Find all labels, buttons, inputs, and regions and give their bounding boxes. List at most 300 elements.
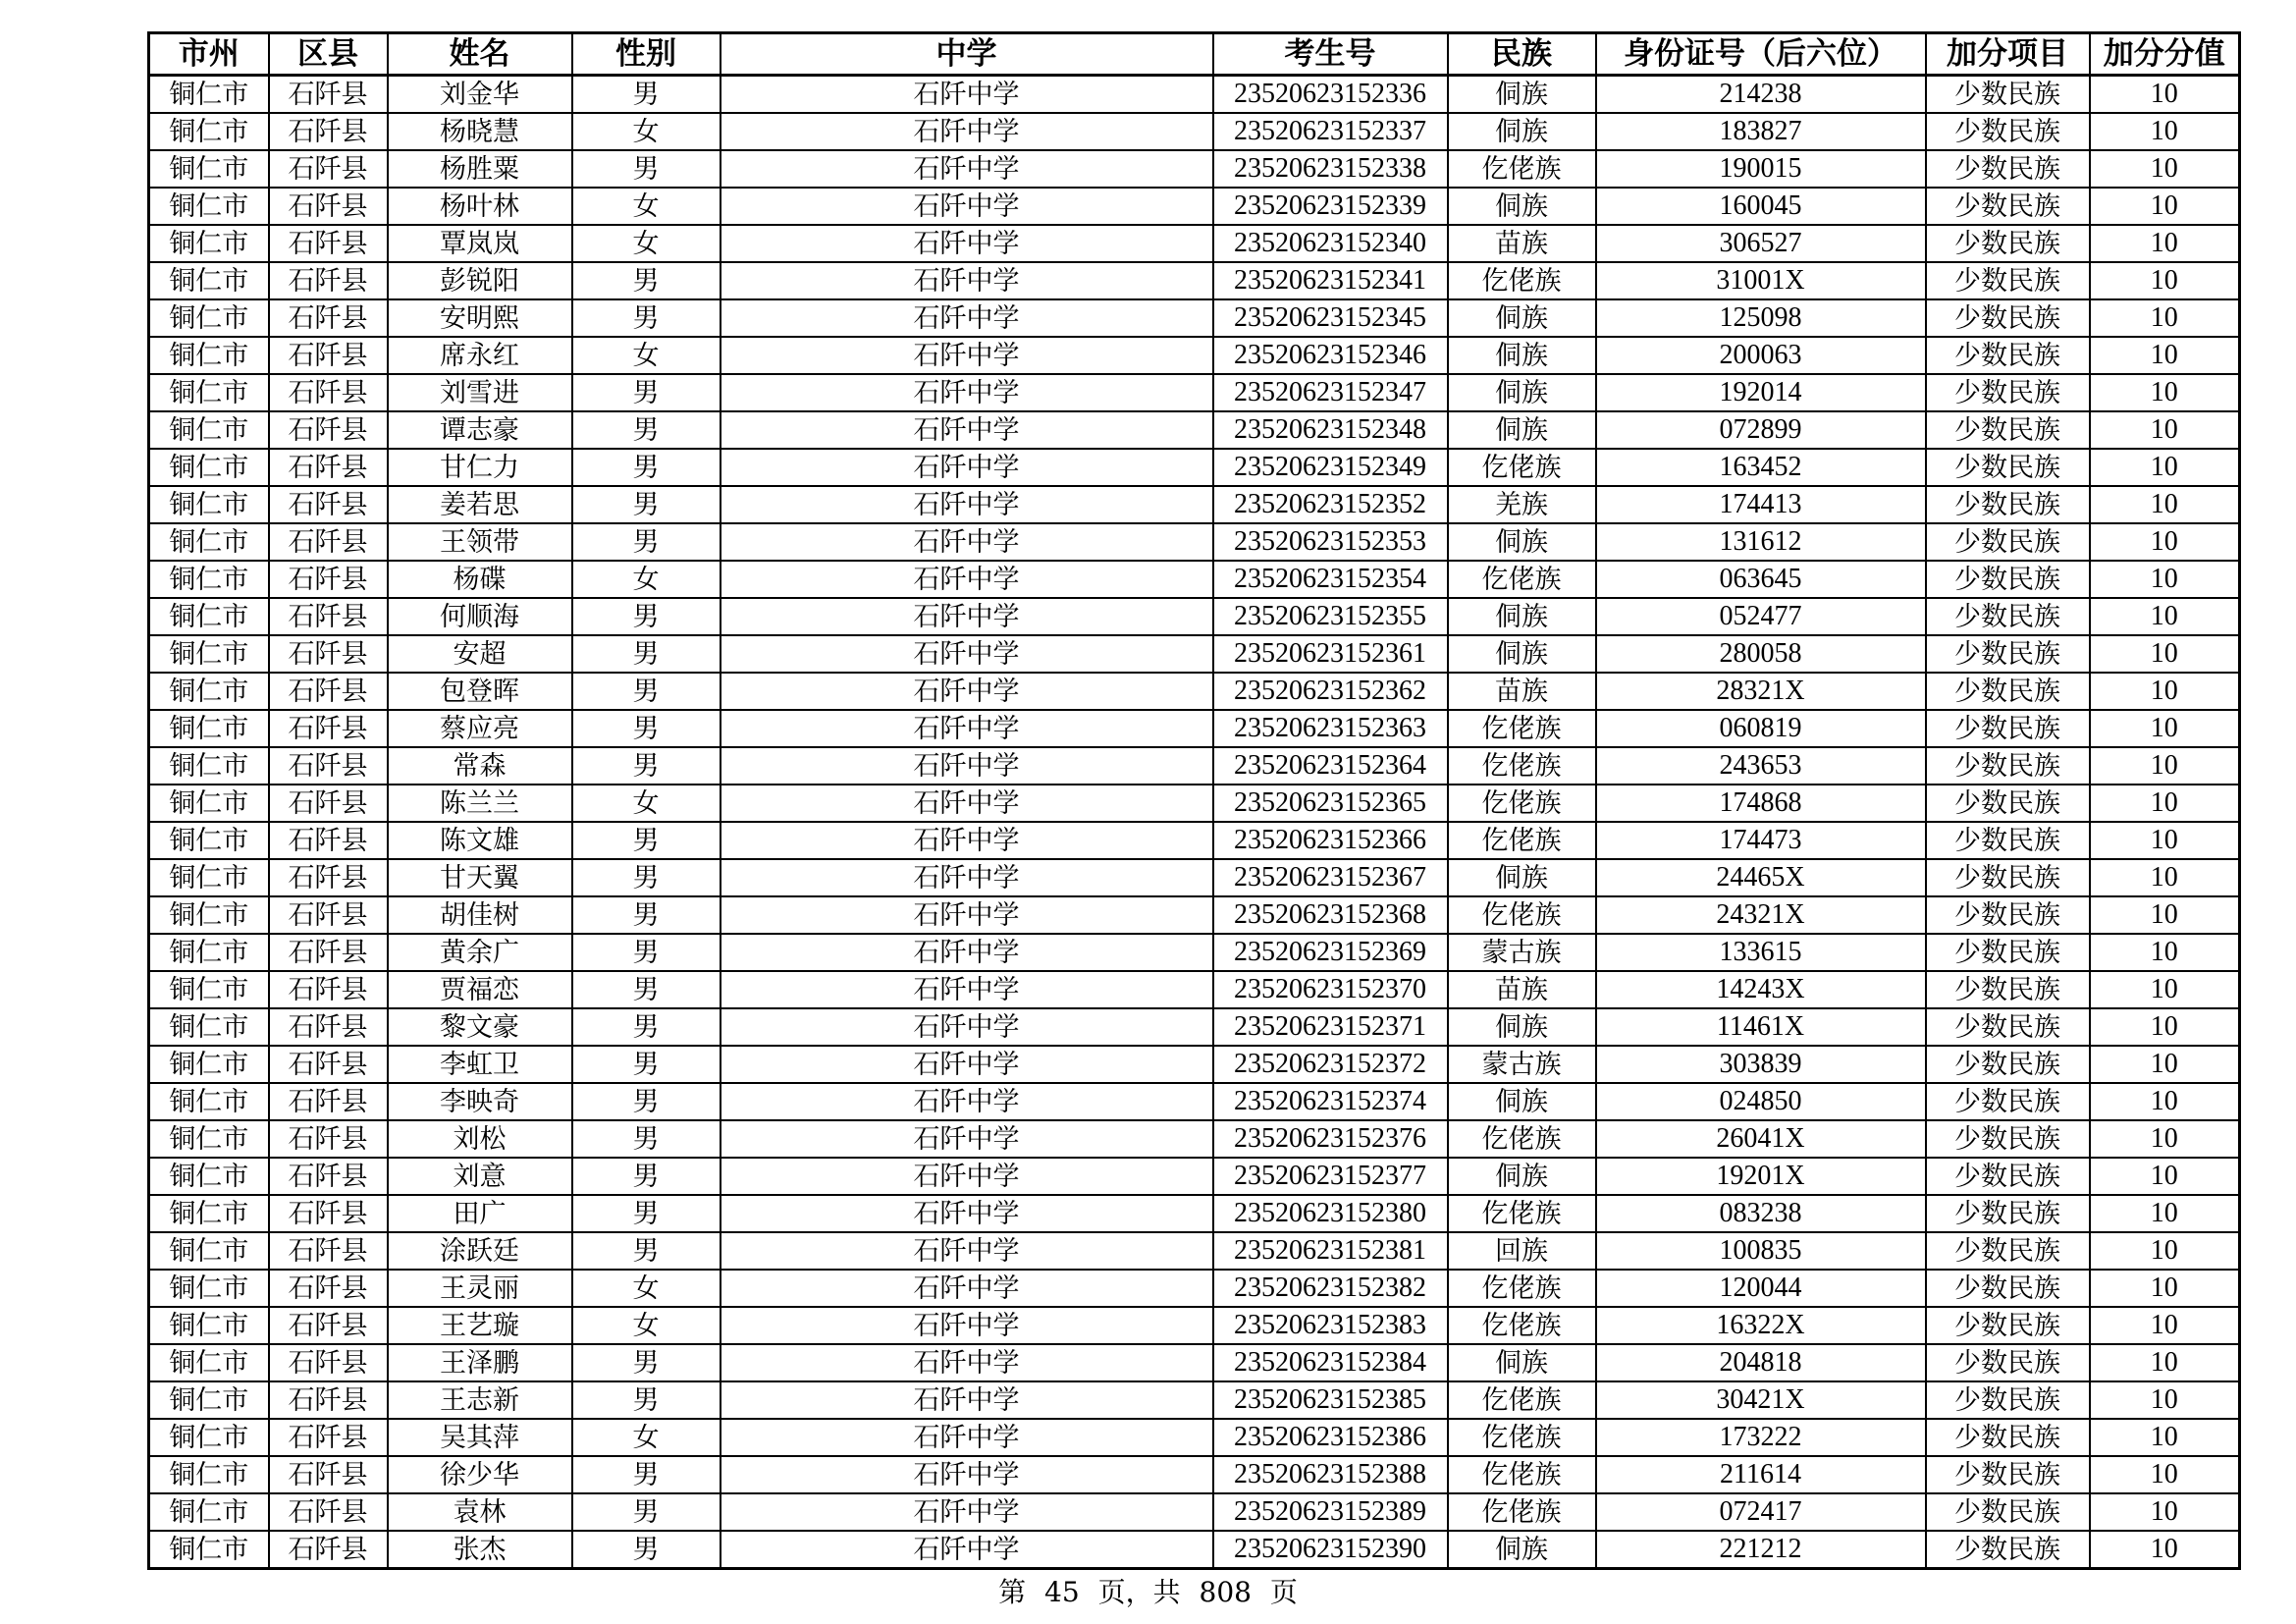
- cell-county: 石阡县: [269, 1083, 388, 1120]
- header-city: 市州: [149, 33, 269, 76]
- table-row: [149, 1419, 2240, 1456]
- footer-middle: 页，共: [1097, 1576, 1181, 1608]
- cell-bonus-item: 少数民族: [1926, 971, 2090, 1008]
- cell-ethnicity: 仡佬族: [1448, 150, 1596, 188]
- cell-ethnicity: 侗族: [1448, 374, 1596, 411]
- cell-county: 石阡县: [269, 561, 388, 598]
- cell-gender: 男: [572, 449, 721, 486]
- cell-id-last-six: 052477: [1596, 598, 1926, 635]
- cell-gender: 男: [572, 262, 721, 299]
- footer-suffix: 页: [1269, 1576, 1298, 1608]
- cell-id-last-six: 14243X: [1596, 971, 1926, 1008]
- cell-name: 刘金华: [388, 76, 572, 114]
- header-bonus-item: 加分项目: [1926, 33, 2090, 76]
- cell-gender: 男: [572, 859, 721, 896]
- cell-bonus-value: 10: [2090, 1046, 2240, 1083]
- page-footer: [0, 1571, 2296, 1610]
- cell-bonus-value: 10: [2090, 635, 2240, 673]
- cell-ethnicity: 蒙古族: [1448, 934, 1596, 971]
- cell-gender: 男: [572, 1381, 721, 1419]
- cell-name: 王志新: [388, 1381, 572, 1419]
- cell-bonus-item: 少数民族: [1926, 1195, 2090, 1232]
- cell-school: 石阡中学: [721, 1419, 1213, 1456]
- cell-gender: 男: [572, 598, 721, 635]
- cell-county: 石阡县: [269, 523, 388, 561]
- footer-prefix: 第: [998, 1576, 1027, 1608]
- cell-bonus-item: 少数民族: [1926, 486, 2090, 523]
- table-row: [149, 1195, 2240, 1232]
- cell-city: 铜仁市: [149, 150, 269, 188]
- cell-bonus-item: 少数民族: [1926, 1158, 2090, 1195]
- cell-county: 石阡县: [269, 225, 388, 262]
- cell-school: 石阡中学: [721, 411, 1213, 449]
- cell-bonus-value: 10: [2090, 1456, 2240, 1493]
- cell-bonus-item: 少数民族: [1926, 1456, 2090, 1493]
- cell-exam-number: 23520623152380: [1213, 1195, 1448, 1232]
- cell-school: 石阡中学: [721, 1531, 1213, 1569]
- cell-county: 石阡县: [269, 822, 388, 859]
- cell-school: 石阡中学: [721, 598, 1213, 635]
- cell-gender: 男: [572, 1008, 721, 1046]
- cell-county: 石阡县: [269, 747, 388, 785]
- cell-id-last-six: 160045: [1596, 188, 1926, 225]
- cell-city: 铜仁市: [149, 374, 269, 411]
- cell-id-last-six: 192014: [1596, 374, 1926, 411]
- cell-id-last-six: 120044: [1596, 1270, 1926, 1307]
- header-bonus-value: 加分分值: [2090, 33, 2240, 76]
- cell-gender: 男: [572, 523, 721, 561]
- cell-exam-number: 23520623152352: [1213, 486, 1448, 523]
- cell-id-last-six: 303839: [1596, 1046, 1926, 1083]
- cell-city: 铜仁市: [149, 785, 269, 822]
- cell-county: 石阡县: [269, 859, 388, 896]
- cell-bonus-item: 少数民族: [1926, 785, 2090, 822]
- table-row: [149, 411, 2240, 449]
- cell-name: 涂跃廷: [388, 1232, 572, 1270]
- cell-name: 刘意: [388, 1158, 572, 1195]
- cell-county: 石阡县: [269, 598, 388, 635]
- cell-name: 安超: [388, 635, 572, 673]
- cell-bonus-item: 少数民族: [1926, 113, 2090, 150]
- table-row: [149, 1008, 2240, 1046]
- cell-id-last-six: 174868: [1596, 785, 1926, 822]
- header-ethnicity: 民族: [1448, 33, 1596, 76]
- cell-city: 铜仁市: [149, 971, 269, 1008]
- cell-county: 石阡县: [269, 1046, 388, 1083]
- table-row: [149, 1344, 2240, 1381]
- cell-name: 张杰: [388, 1531, 572, 1569]
- table-row: [149, 1531, 2240, 1569]
- cell-bonus-value: 10: [2090, 896, 2240, 934]
- cell-exam-number: 23520623152340: [1213, 225, 1448, 262]
- table-row: [149, 299, 2240, 337]
- cell-ethnicity: 侗族: [1448, 1344, 1596, 1381]
- cell-ethnicity: 仡佬族: [1448, 785, 1596, 822]
- cell-exam-number: 23520623152361: [1213, 635, 1448, 673]
- cell-ethnicity: 回族: [1448, 1232, 1596, 1270]
- cell-bonus-value: 10: [2090, 673, 2240, 710]
- cell-name: 甘天翼: [388, 859, 572, 896]
- cell-school: 石阡中学: [721, 673, 1213, 710]
- cell-exam-number: 23520623152390: [1213, 1531, 1448, 1569]
- cell-ethnicity: 仡佬族: [1448, 710, 1596, 747]
- cell-school: 石阡中学: [721, 971, 1213, 1008]
- cell-ethnicity: 仡佬族: [1448, 896, 1596, 934]
- cell-ethnicity: 蒙古族: [1448, 1046, 1596, 1083]
- cell-school: 石阡中学: [721, 1046, 1213, 1083]
- cell-county: 石阡县: [269, 1456, 388, 1493]
- cell-id-last-six: 163452: [1596, 449, 1926, 486]
- cell-bonus-value: 10: [2090, 113, 2240, 150]
- cell-id-last-six: 174473: [1596, 822, 1926, 859]
- cell-bonus-item: 少数民族: [1926, 150, 2090, 188]
- cell-county: 石阡县: [269, 374, 388, 411]
- cell-city: 铜仁市: [149, 1046, 269, 1083]
- cell-bonus-value: 10: [2090, 1120, 2240, 1158]
- cell-ethnicity: 侗族: [1448, 113, 1596, 150]
- cell-id-last-six: 204818: [1596, 1344, 1926, 1381]
- cell-ethnicity: 侗族: [1448, 1531, 1596, 1569]
- header-school: 中学: [721, 33, 1213, 76]
- cell-city: 铜仁市: [149, 1232, 269, 1270]
- cell-bonus-item: 少数民族: [1926, 411, 2090, 449]
- cell-city: 铜仁市: [149, 1307, 269, 1344]
- cell-name: 李映奇: [388, 1083, 572, 1120]
- cell-name: 陈兰兰: [388, 785, 572, 822]
- cell-gender: 男: [572, 1493, 721, 1531]
- cell-bonus-value: 10: [2090, 486, 2240, 523]
- cell-city: 铜仁市: [149, 337, 269, 374]
- cell-exam-number: 23520623152349: [1213, 449, 1448, 486]
- cell-bonus-item: 少数民族: [1926, 822, 2090, 859]
- cell-city: 铜仁市: [149, 113, 269, 150]
- cell-id-last-six: 28321X: [1596, 673, 1926, 710]
- cell-gender: 女: [572, 785, 721, 822]
- cell-city: 铜仁市: [149, 710, 269, 747]
- cell-exam-number: 23520623152377: [1213, 1158, 1448, 1195]
- cell-bonus-item: 少数民族: [1926, 1307, 2090, 1344]
- cell-ethnicity: 羌族: [1448, 486, 1596, 523]
- cell-ethnicity: 侗族: [1448, 1158, 1596, 1195]
- cell-exam-number: 23520623152376: [1213, 1120, 1448, 1158]
- table-row: [149, 113, 2240, 150]
- cell-id-last-six: 063645: [1596, 561, 1926, 598]
- cell-city: 铜仁市: [149, 1456, 269, 1493]
- cell-school: 石阡中学: [721, 822, 1213, 859]
- cell-bonus-item: 少数民族: [1926, 1381, 2090, 1419]
- cell-bonus-value: 10: [2090, 1307, 2240, 1344]
- table-row: [149, 76, 2240, 114]
- cell-county: 石阡县: [269, 1531, 388, 1569]
- cell-bonus-value: 10: [2090, 1381, 2240, 1419]
- cell-name: 彭锐阳: [388, 262, 572, 299]
- cell-gender: 女: [572, 1307, 721, 1344]
- cell-bonus-item: 少数民族: [1926, 710, 2090, 747]
- cell-bonus-value: 10: [2090, 1232, 2240, 1270]
- cell-ethnicity: 仡佬族: [1448, 1195, 1596, 1232]
- cell-bonus-value: 10: [2090, 1270, 2240, 1307]
- cell-city: 铜仁市: [149, 598, 269, 635]
- cell-name: 吴其萍: [388, 1419, 572, 1456]
- cell-exam-number: 23520623152386: [1213, 1419, 1448, 1456]
- cell-city: 铜仁市: [149, 822, 269, 859]
- cell-exam-number: 23520623152347: [1213, 374, 1448, 411]
- cell-county: 石阡县: [269, 337, 388, 374]
- table-row: [149, 971, 2240, 1008]
- cell-county: 石阡县: [269, 971, 388, 1008]
- cell-name: 李虹卫: [388, 1046, 572, 1083]
- cell-school: 石阡中学: [721, 113, 1213, 150]
- cell-bonus-value: 10: [2090, 1083, 2240, 1120]
- table-row: [149, 188, 2240, 225]
- cell-city: 铜仁市: [149, 1158, 269, 1195]
- header-name: 姓名: [388, 33, 572, 76]
- cell-gender: 男: [572, 1195, 721, 1232]
- cell-school: 石阡中学: [721, 896, 1213, 934]
- cell-bonus-value: 10: [2090, 262, 2240, 299]
- cell-bonus-value: 10: [2090, 188, 2240, 225]
- cell-exam-number: 23520623152370: [1213, 971, 1448, 1008]
- cell-bonus-value: 10: [2090, 598, 2240, 635]
- cell-name: 胡佳树: [388, 896, 572, 934]
- cell-county: 石阡县: [269, 710, 388, 747]
- cell-gender: 男: [572, 1531, 721, 1569]
- cell-gender: 男: [572, 1232, 721, 1270]
- cell-exam-number: 23520623152337: [1213, 113, 1448, 150]
- cell-exam-number: 23520623152364: [1213, 747, 1448, 785]
- cell-bonus-value: 10: [2090, 1493, 2240, 1531]
- cell-school: 石阡中学: [721, 523, 1213, 561]
- cell-id-last-six: 221212: [1596, 1531, 1926, 1569]
- cell-city: 铜仁市: [149, 225, 269, 262]
- cell-county: 石阡县: [269, 635, 388, 673]
- cell-ethnicity: 苗族: [1448, 971, 1596, 1008]
- cell-id-last-six: 211614: [1596, 1456, 1926, 1493]
- cell-bonus-item: 少数民族: [1926, 1046, 2090, 1083]
- cell-bonus-item: 少数民族: [1926, 1531, 2090, 1569]
- cell-name: 覃岚岚: [388, 225, 572, 262]
- cell-county: 石阡县: [269, 188, 388, 225]
- cell-ethnicity: 仡佬族: [1448, 822, 1596, 859]
- cell-exam-number: 23520623152339: [1213, 188, 1448, 225]
- cell-bonus-value: 10: [2090, 449, 2240, 486]
- footer-page-number: 45: [1044, 1576, 1080, 1608]
- cell-school: 石阡中学: [721, 337, 1213, 374]
- cell-gender: 男: [572, 76, 721, 114]
- cell-city: 铜仁市: [149, 561, 269, 598]
- table-row: [149, 1307, 2240, 1344]
- cell-county: 石阡县: [269, 1381, 388, 1419]
- cell-id-last-six: 31001X: [1596, 262, 1926, 299]
- cell-school: 石阡中学: [721, 1195, 1213, 1232]
- table-row: [149, 785, 2240, 822]
- cell-bonus-value: 10: [2090, 1531, 2240, 1569]
- cell-school: 石阡中学: [721, 486, 1213, 523]
- cell-bonus-item: 少数民族: [1926, 1008, 2090, 1046]
- cell-bonus-value: 10: [2090, 150, 2240, 188]
- cell-id-last-six: 174413: [1596, 486, 1926, 523]
- cell-ethnicity: 仡佬族: [1448, 1419, 1596, 1456]
- cell-school: 石阡中学: [721, 299, 1213, 337]
- cell-bonus-item: 少数民族: [1926, 673, 2090, 710]
- cell-bonus-value: 10: [2090, 76, 2240, 114]
- table-row: [149, 150, 2240, 188]
- cell-city: 铜仁市: [149, 635, 269, 673]
- cell-gender: 男: [572, 486, 721, 523]
- cell-ethnicity: 侗族: [1448, 859, 1596, 896]
- cell-name: 杨晓慧: [388, 113, 572, 150]
- cell-ethnicity: 仡佬族: [1448, 1307, 1596, 1344]
- table-row: [149, 262, 2240, 299]
- cell-id-last-six: 16322X: [1596, 1307, 1926, 1344]
- cell-school: 石阡中学: [721, 635, 1213, 673]
- cell-gender: 男: [572, 374, 721, 411]
- cell-city: 铜仁市: [149, 859, 269, 896]
- cell-bonus-value: 10: [2090, 1008, 2240, 1046]
- cell-bonus-item: 少数民族: [1926, 188, 2090, 225]
- cell-bonus-value: 10: [2090, 1158, 2240, 1195]
- cell-county: 石阡县: [269, 1008, 388, 1046]
- cell-name: 王艺璇: [388, 1307, 572, 1344]
- cell-exam-number: 23520623152389: [1213, 1493, 1448, 1531]
- cell-exam-number: 23520623152346: [1213, 337, 1448, 374]
- cell-ethnicity: 侗族: [1448, 1008, 1596, 1046]
- cell-name: 王灵丽: [388, 1270, 572, 1307]
- cell-gender: 女: [572, 113, 721, 150]
- cell-name: 姜若思: [388, 486, 572, 523]
- cell-school: 石阡中学: [721, 262, 1213, 299]
- cell-school: 石阡中学: [721, 374, 1213, 411]
- cell-county: 石阡县: [269, 785, 388, 822]
- cell-id-last-six: 083238: [1596, 1195, 1926, 1232]
- cell-name: 何顺海: [388, 598, 572, 635]
- cell-city: 铜仁市: [149, 1419, 269, 1456]
- cell-city: 铜仁市: [149, 1083, 269, 1120]
- cell-county: 石阡县: [269, 1232, 388, 1270]
- cell-name: 甘仁力: [388, 449, 572, 486]
- header-exam-number: 考生号: [1213, 33, 1448, 76]
- cell-id-last-six: 24321X: [1596, 896, 1926, 934]
- cell-ethnicity: 侗族: [1448, 598, 1596, 635]
- cell-bonus-item: 少数民族: [1926, 859, 2090, 896]
- cell-bonus-item: 少数民族: [1926, 747, 2090, 785]
- cell-name: 杨胜粟: [388, 150, 572, 188]
- cell-gender: 男: [572, 747, 721, 785]
- cell-county: 石阡县: [269, 1493, 388, 1531]
- cell-city: 铜仁市: [149, 1344, 269, 1381]
- header-gender: 性别: [572, 33, 721, 76]
- cell-county: 石阡县: [269, 449, 388, 486]
- cell-id-last-six: 173222: [1596, 1419, 1926, 1456]
- cell-gender: 女: [572, 188, 721, 225]
- cell-bonus-item: 少数民族: [1926, 1270, 2090, 1307]
- cell-gender: 男: [572, 896, 721, 934]
- cell-name: 田广: [388, 1195, 572, 1232]
- cell-ethnicity: 侗族: [1448, 523, 1596, 561]
- cell-ethnicity: 仡佬族: [1448, 747, 1596, 785]
- table-row: [149, 1232, 2240, 1270]
- cell-exam-number: 23520623152384: [1213, 1344, 1448, 1381]
- cell-id-last-six: 214238: [1596, 76, 1926, 114]
- cell-gender: 女: [572, 1270, 721, 1307]
- cell-exam-number: 23520623152363: [1213, 710, 1448, 747]
- cell-city: 铜仁市: [149, 747, 269, 785]
- cell-bonus-value: 10: [2090, 747, 2240, 785]
- cell-name: 刘松: [388, 1120, 572, 1158]
- cell-ethnicity: 仡佬族: [1448, 1493, 1596, 1531]
- cell-gender: 男: [572, 673, 721, 710]
- cell-id-last-six: 024850: [1596, 1083, 1926, 1120]
- cell-bonus-item: 少数民族: [1926, 1120, 2090, 1158]
- table-row: [149, 523, 2240, 561]
- cell-exam-number: 23520623152369: [1213, 934, 1448, 971]
- table-row: [149, 1046, 2240, 1083]
- table-row: [149, 859, 2240, 896]
- cell-ethnicity: 仡佬族: [1448, 449, 1596, 486]
- cell-gender: 男: [572, 1344, 721, 1381]
- cell-school: 石阡中学: [721, 561, 1213, 598]
- cell-gender: 男: [572, 822, 721, 859]
- table-row: [149, 1270, 2240, 1307]
- cell-id-last-six: 30421X: [1596, 1381, 1926, 1419]
- cell-county: 石阡县: [269, 1270, 388, 1307]
- cell-gender: 男: [572, 710, 721, 747]
- table-row: [149, 896, 2240, 934]
- cell-bonus-value: 10: [2090, 299, 2240, 337]
- cell-city: 铜仁市: [149, 896, 269, 934]
- cell-city: 铜仁市: [149, 299, 269, 337]
- cell-ethnicity: 侗族: [1448, 1083, 1596, 1120]
- cell-county: 石阡县: [269, 113, 388, 150]
- cell-school: 石阡中学: [721, 1344, 1213, 1381]
- cell-id-last-six: 072417: [1596, 1493, 1926, 1531]
- cell-exam-number: 23520623152341: [1213, 262, 1448, 299]
- cell-name: 贾福恋: [388, 971, 572, 1008]
- cell-name: 黎文豪: [388, 1008, 572, 1046]
- cell-school: 石阡中学: [721, 225, 1213, 262]
- cell-school: 石阡中学: [721, 1381, 1213, 1419]
- table-row: [149, 449, 2240, 486]
- cell-ethnicity: 侗族: [1448, 411, 1596, 449]
- cell-bonus-item: 少数民族: [1926, 299, 2090, 337]
- cell-bonus-item: 少数民族: [1926, 523, 2090, 561]
- cell-bonus-item: 少数民族: [1926, 449, 2090, 486]
- header-row: [149, 33, 2240, 76]
- cell-school: 石阡中学: [721, 76, 1213, 114]
- cell-bonus-item: 少数民族: [1926, 225, 2090, 262]
- cell-city: 铜仁市: [149, 1195, 269, 1232]
- cell-name: 蔡应亮: [388, 710, 572, 747]
- cell-name: 谭志豪: [388, 411, 572, 449]
- cell-gender: 男: [572, 1083, 721, 1120]
- cell-county: 石阡县: [269, 1195, 388, 1232]
- cell-id-last-six: 125098: [1596, 299, 1926, 337]
- cell-bonus-value: 10: [2090, 1344, 2240, 1381]
- table-row: [149, 225, 2240, 262]
- cell-county: 石阡县: [269, 934, 388, 971]
- cell-school: 石阡中学: [721, 934, 1213, 971]
- table-row: [149, 1456, 2240, 1493]
- cell-city: 铜仁市: [149, 188, 269, 225]
- cell-gender: 男: [572, 934, 721, 971]
- table-row: [149, 486, 2240, 523]
- cell-gender: 男: [572, 635, 721, 673]
- cell-ethnicity: 苗族: [1448, 225, 1596, 262]
- cell-city: 铜仁市: [149, 1493, 269, 1531]
- cell-bonus-value: 10: [2090, 1195, 2240, 1232]
- cell-county: 石阡县: [269, 1120, 388, 1158]
- table-row: [149, 1381, 2240, 1419]
